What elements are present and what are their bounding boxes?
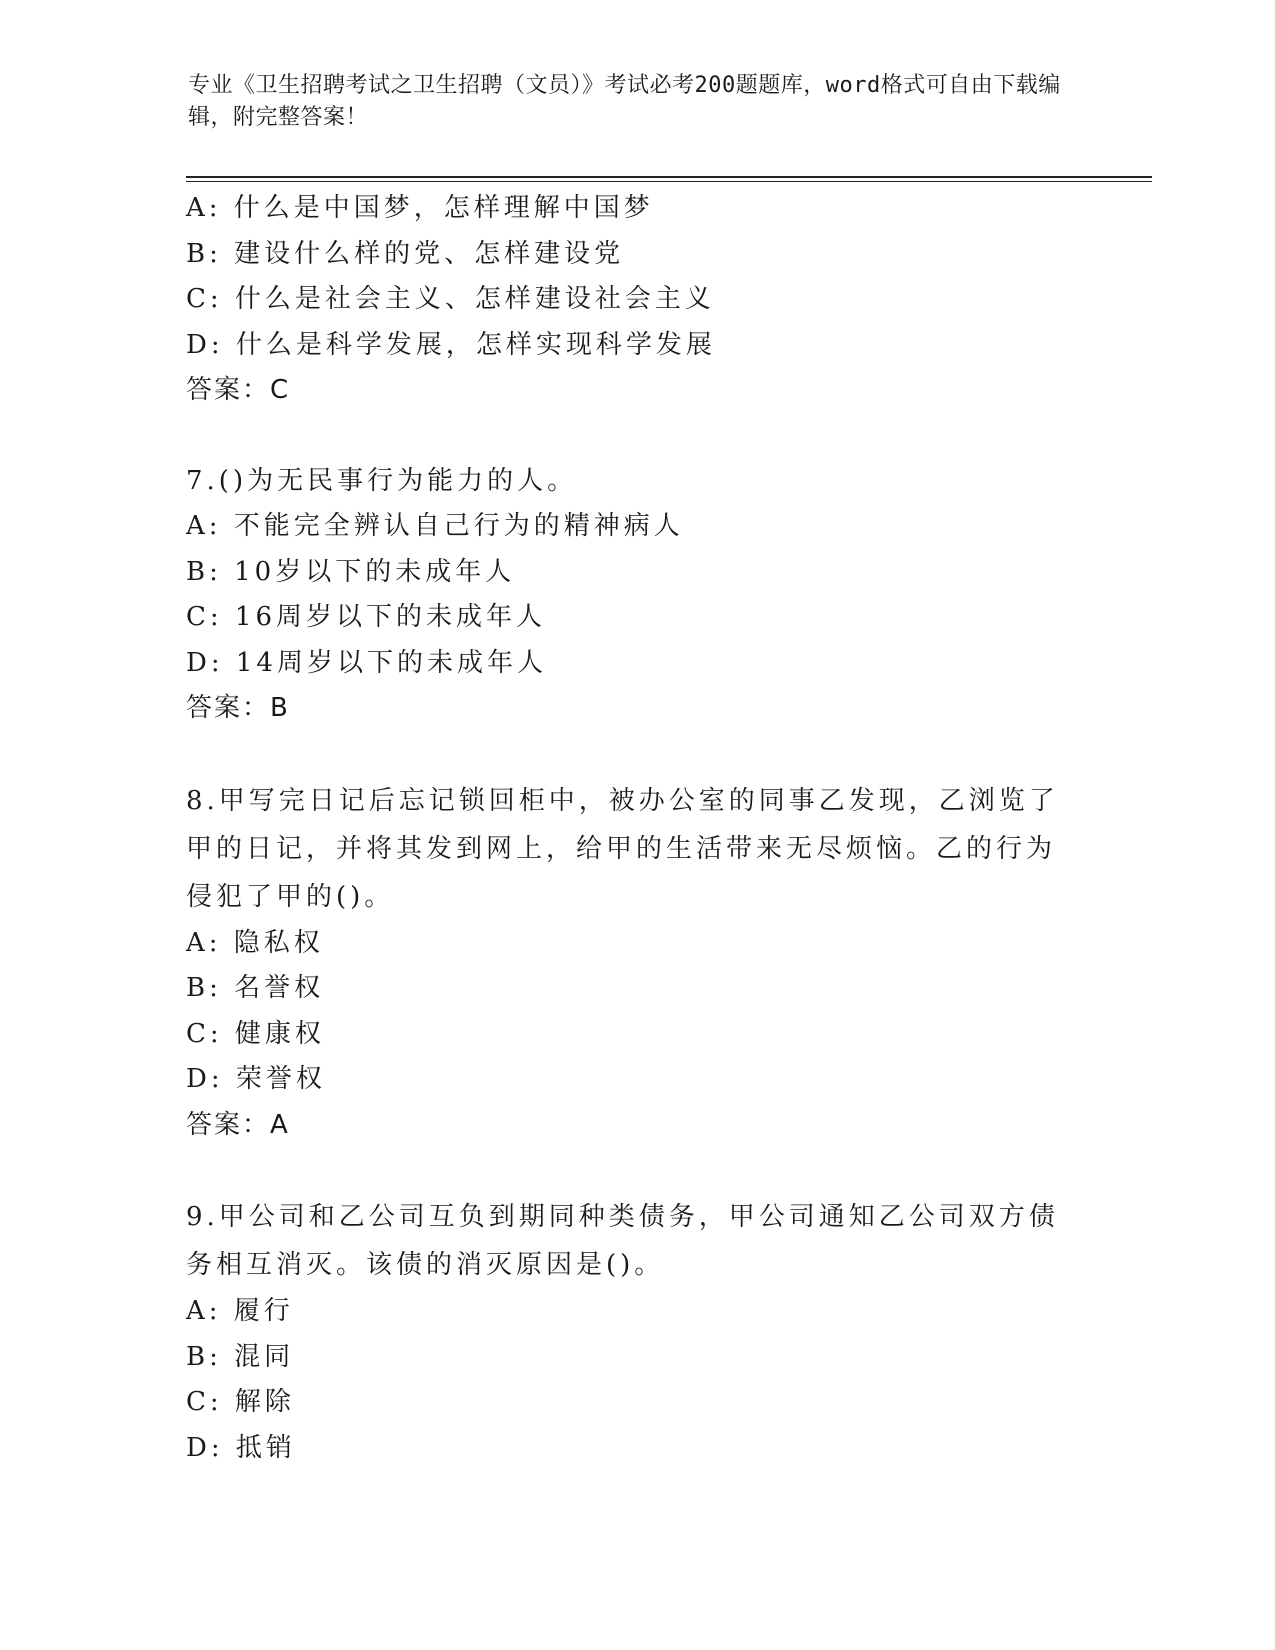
option-d: D: 什么是科学发展，怎样实现科学发展 — [186, 329, 716, 360]
question-6 — [186, 186, 1066, 414]
spacer — [186, 414, 1066, 459]
question-8 — [186, 777, 1066, 1149]
question-stem: 8.甲写完日记后忘记锁回柜中，被办公室的同事乙发现，乙浏览了甲的日记，并将其发到网上，给甲的生活带来无尽烦恼。乙的行为侵犯了甲的()。 — [186, 785, 1059, 912]
question-7 — [186, 459, 1066, 732]
option-c: C: 解除 — [186, 1387, 295, 1417]
document-header: 专业《卫生招聘考试之卫生招聘（文员）》考试必考200题题库，word格式可自由下载编辑，附完整答案！ — [188, 73, 1061, 130]
option-c: C: 健康权 — [186, 1018, 325, 1049]
answer: 答案：B — [186, 693, 290, 723]
answer: 答案：A — [186, 1109, 290, 1140]
option-b: B: 名誉权 — [186, 973, 325, 1003]
option-a: A: 隐私权 — [186, 927, 324, 958]
spacer — [186, 732, 1066, 777]
option-b: B: 建设什么样的党、怎样建设党 — [186, 238, 625, 269]
option-a: A: 不能完全辨认自己行为的精神病人 — [186, 511, 684, 541]
option-c: C: 16周岁以下的未成年人 — [186, 602, 547, 632]
option-d: D: 14周岁以下的未成年人 — [186, 647, 547, 678]
spacer — [186, 1148, 1066, 1193]
header-divider — [186, 176, 1152, 182]
option-a: A: 什么是中国梦，怎样理解中国梦 — [186, 193, 654, 223]
option-b: B: 混同 — [186, 1341, 295, 1372]
option-a: A: 履行 — [186, 1296, 294, 1326]
question-9 — [186, 1193, 1066, 1471]
question-list — [186, 186, 1066, 1471]
question-stem: 7.()为无民事行为能力的人。 — [186, 465, 578, 496]
option-b: B: 10岁以下的未成年人 — [186, 556, 516, 587]
option-d: D: 抵销 — [186, 1432, 296, 1463]
answer: 答案：C — [186, 375, 291, 405]
question-stem: 9.甲公司和乙公司互负到期同种类债务，甲公司通知乙公司双方债务相互消灭。该债的消灭原因是()。 — [186, 1202, 1059, 1280]
option-d: D: 荣誉权 — [186, 1064, 326, 1094]
option-c: C: 什么是社会主义、怎样建设社会主义 — [186, 284, 715, 314]
